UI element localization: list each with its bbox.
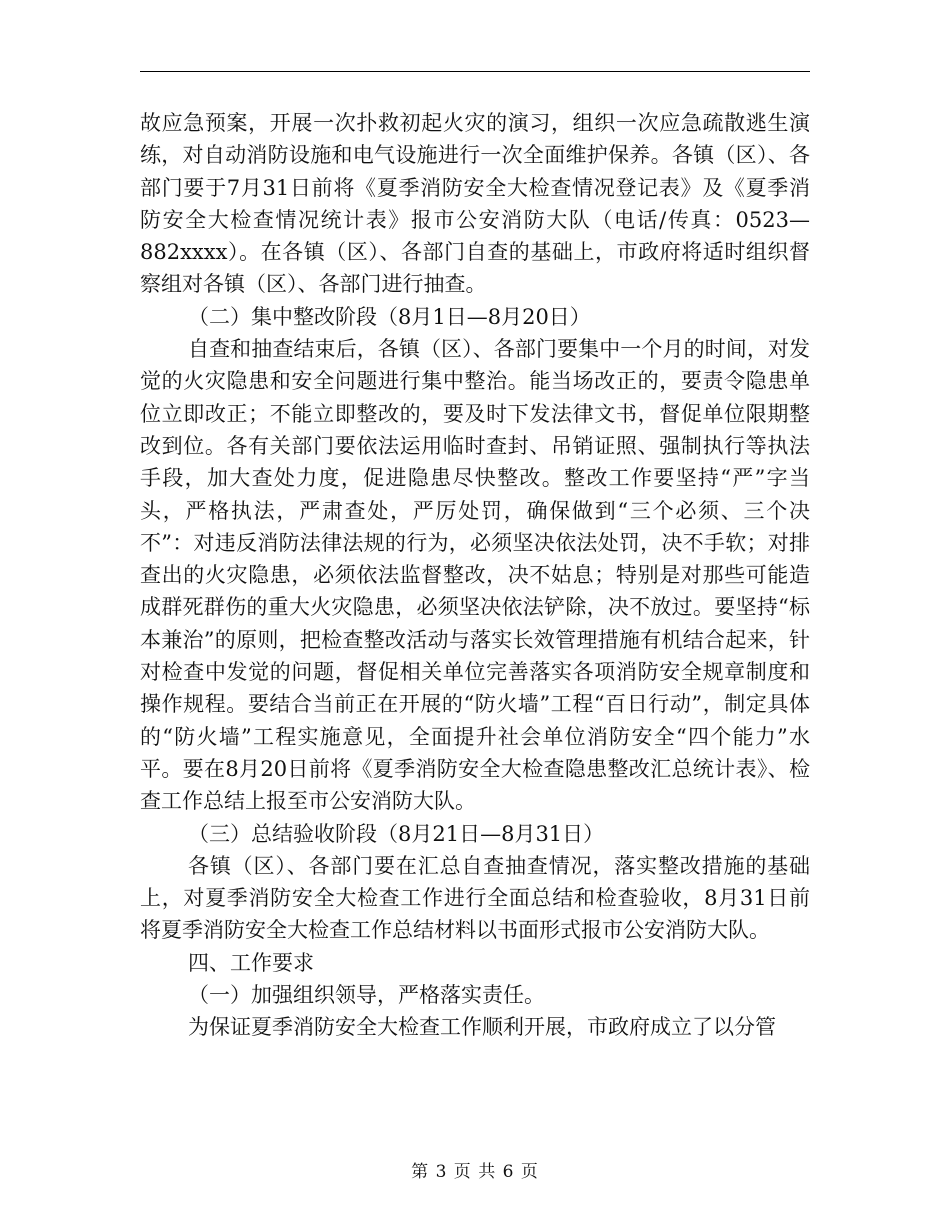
heading-organization-leadership: （一）加强组织领导，严格落实责任。 bbox=[188, 983, 545, 1008]
paragraph-summary: 各镇（区）、各部门要在汇总自查抽查情况，落实整改措施的基础上，对夏季消防安全大检查工作进行全面总结和检查验收，8月31日前将夏季消防安全大检查工作总结材料以书面形式报市公安消防大队。 bbox=[140, 853, 810, 943]
heading-summary-stage: （三）总结验收阶段（8月21日—8月31日） bbox=[188, 821, 605, 846]
document-body bbox=[140, 107, 810, 1044]
paragraph-rectification: 自查和抽查结束后，各镇（区）、各部门要集中一个月的时间，对发觉的火灾隐患和安全问题进行集中整治。能当场改正的，要责令隐患单位立即改正；不能立即整改的，要及时下发法律文书，督促单位限期整改到位。各有关部门要依法运用临时查封、吊销证照、强制执行等执法手段，加大查处力度，促进隐患尽快整改。整改工作要坚持“严”字当头，严格执法，严肃查处，严厉处罚，确保做到“三个必须、三个决不”：对违反消防法律法规的行为，必须坚决依法处罚，决不手软；对排查出的火灾隐患，必须依法监督整改，决不姑息；特别是对那些可能造成群死群伤的重大火灾隐患，必须坚决依法铲除，决不放过。要坚持“标本兼治”的原则，把检查整改活动与落实长效管理措施有机结合起来，针对检查中发觉的问题，督促相关单位完善落实各项消防安全规章制度和操作规程。要结合当前正在开展的“防火墙”工程“百日行动”，制定具体的“防火墙”工程实施意见，全面提升社会单位消防安全“四个能力”水平。要在8月20日前将《夏季消防安全大检查隐患整改汇总统计表》、检查工作总结上报至市公安消防大队。 bbox=[140, 337, 810, 814]
page-number-footer: 第 3 页 共 6 页 bbox=[411, 1162, 539, 1182]
header-rule bbox=[140, 71, 810, 72]
heading-rectification-stage: （二）集中整改阶段（8月1日—8月20日） bbox=[188, 304, 591, 329]
heading-work-requirements: 四、工作要求 bbox=[188, 950, 314, 975]
paragraph-self-inspection-continued: 故应急预案，开展一次扑救初起火灾的演习，组织一次应急疏散逃生演练，对自动消防设施和电气设施进行一次全面维护保养。各镇（区）、各部门要于7月31日前将《夏季消防安全大检查情况登记表》及《夏季消防安全大检查情况统计表》报市公安消防大队（电话/传真：0523—882xxxx）。在各镇（区）、各部门自查的基础上，市政府将适时组织督察组对各镇（区）、各部门进行抽查。 bbox=[140, 111, 810, 297]
paragraph-organization: 为保证夏季消防安全大检查工作顺利开展，市政府成立了以分管 bbox=[188, 1015, 776, 1040]
